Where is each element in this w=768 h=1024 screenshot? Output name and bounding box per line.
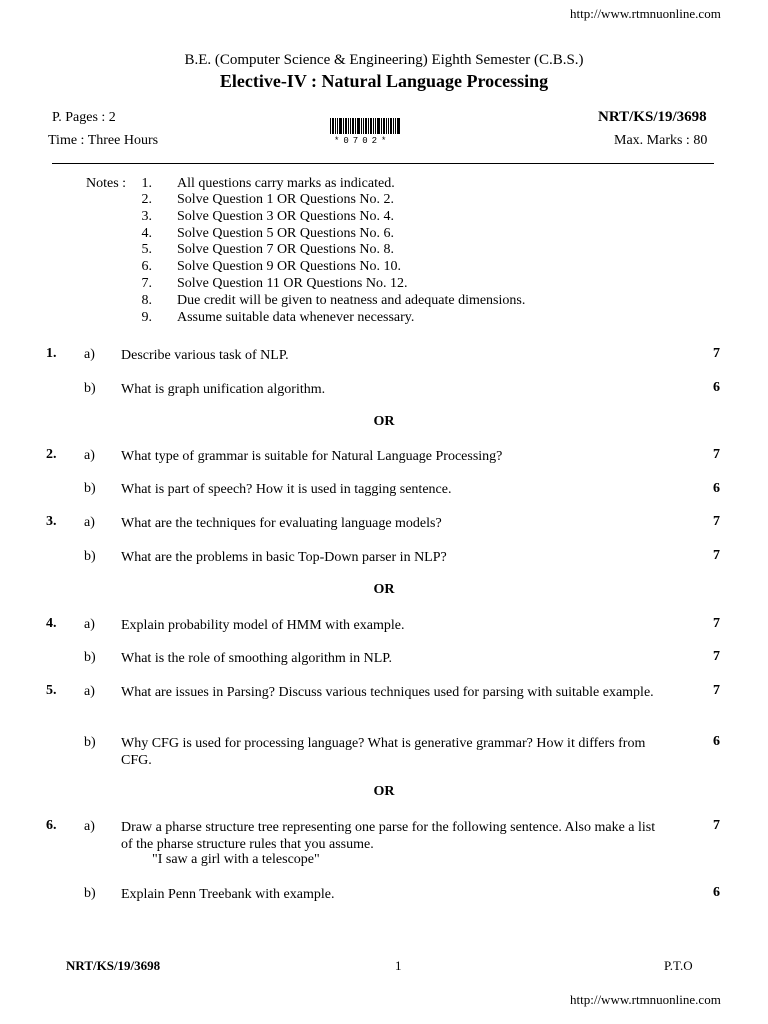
note-text: Due credit will be given to neatness and adequate dimensions. — [177, 293, 526, 308]
question-marks: 7 — [713, 818, 720, 833]
question-text: Describe various task of NLP. — [121, 348, 289, 363]
question-part: b) — [84, 735, 96, 750]
exam-subtitle: B.E. (Computer Science & Engineering) Eighth Semester (C.B.S.) — [184, 52, 584, 68]
question-part: a) — [84, 819, 95, 834]
note-number: 9. — [141, 310, 152, 325]
question-text: What is part of speech? How it is used in tagging sentence. — [121, 482, 452, 497]
or-separator: OR — [373, 414, 395, 429]
question-part: a) — [84, 448, 95, 463]
question-part: b) — [84, 381, 96, 396]
note-text: Solve Question 9 OR Questions No. 10. — [177, 259, 401, 274]
question-marks: 7 — [713, 616, 720, 631]
note-text: Solve Question 1 OR Questions No. 2. — [177, 192, 394, 207]
question-number: 6. — [46, 818, 57, 833]
barcode-number: *0702* — [334, 136, 391, 146]
barcode — [330, 118, 412, 134]
question-number: 1. — [46, 346, 57, 361]
question-text: Explain probability model of HMM with example. — [121, 618, 405, 633]
question-text: What are the techniques for evaluating language models? — [121, 516, 442, 531]
example-sentence: "I saw a girl with a telescope" — [152, 852, 320, 867]
page-count: P. Pages : 2 — [52, 110, 116, 125]
notes-label: Notes : — [86, 176, 127, 191]
note-text: Solve Question 11 OR Questions No. 12. — [177, 276, 408, 291]
question-part: b) — [84, 886, 96, 901]
page-turn-over: P.T.O — [664, 958, 693, 973]
note-number: 5. — [141, 242, 152, 257]
question-number: 2. — [46, 447, 57, 462]
exam-title: Elective-IV : Natural Language Processing — [219, 71, 549, 91]
footer-paper-code: NRT/KS/19/3698 — [66, 958, 161, 973]
note-number: 6. — [141, 259, 152, 274]
max-marks: Max. Marks : 80 — [614, 133, 708, 148]
question-text: What is graph unification algorithm. — [121, 382, 326, 397]
question-number: 3. — [46, 514, 57, 529]
question-marks: 6 — [713, 481, 720, 496]
question-marks: 7 — [713, 649, 720, 664]
question-marks: 7 — [713, 447, 720, 462]
or-separator: OR — [373, 582, 395, 597]
question-text: What are issues in Parsing? Discuss various techniques used for parsing with suitable example. — [121, 685, 654, 700]
note-text: All questions carry marks as indicated. — [177, 176, 395, 191]
question-number: 4. — [46, 616, 57, 631]
question-text: Why CFG is used for processing language? What is generative grammar? How it differs from CFG. — [121, 736, 646, 768]
question-marks: 7 — [713, 548, 720, 563]
question-part: a) — [84, 347, 95, 362]
note-number: 4. — [141, 226, 152, 241]
note-text: Solve Question 7 OR Questions No. 8. — [177, 242, 394, 257]
question-number: 5. — [46, 683, 57, 698]
question-part: a) — [84, 515, 95, 530]
paper-code: NRT/KS/19/3698 — [598, 109, 707, 125]
note-number: 3. — [141, 209, 152, 224]
question-marks: 6 — [713, 380, 720, 395]
question-part: a) — [84, 617, 95, 632]
note-text: Solve Question 5 OR Questions No. 6. — [177, 226, 394, 241]
question-marks: 7 — [713, 514, 720, 529]
question-text: Draw a pharse structure tree representing one parse for the following sentence. Also make a list of the pharse structure rules that you assume. — [121, 820, 656, 852]
question-marks: 7 — [713, 346, 720, 361]
page-number: 1 — [395, 958, 402, 973]
question-part: b) — [84, 481, 96, 496]
question-text: Explain Penn Treebank with example. — [121, 887, 335, 902]
question-part: a) — [84, 684, 95, 699]
question-marks: 7 — [713, 683, 720, 698]
note-number: 2. — [141, 192, 152, 207]
question-marks: 6 — [713, 734, 720, 749]
question-marks: 6 — [713, 885, 720, 900]
question-part: b) — [84, 650, 96, 665]
note-number: 1. — [141, 176, 152, 191]
question-text: What type of grammar is suitable for Natural Language Processing? — [121, 449, 503, 464]
website-url-top[interactable]: http://www.rtmnuonline.com — [570, 6, 721, 21]
question-text: What are the problems in basic Top-Down parser in NLP? — [121, 550, 447, 565]
question-text: What is the role of smoothing algorithm in NLP. — [121, 651, 393, 666]
header-divider — [52, 163, 714, 164]
note-text: Assume suitable data whenever necessary. — [177, 310, 415, 325]
note-number: 7. — [141, 276, 152, 291]
question-part: b) — [84, 549, 96, 564]
or-separator: OR — [373, 784, 395, 799]
note-text: Solve Question 3 OR Questions No. 4. — [177, 209, 394, 224]
note-number: 8. — [141, 293, 152, 308]
exam-duration: Time : Three Hours — [48, 133, 159, 148]
website-url-bottom[interactable]: http://www.rtmnuonline.com — [570, 992, 721, 1007]
